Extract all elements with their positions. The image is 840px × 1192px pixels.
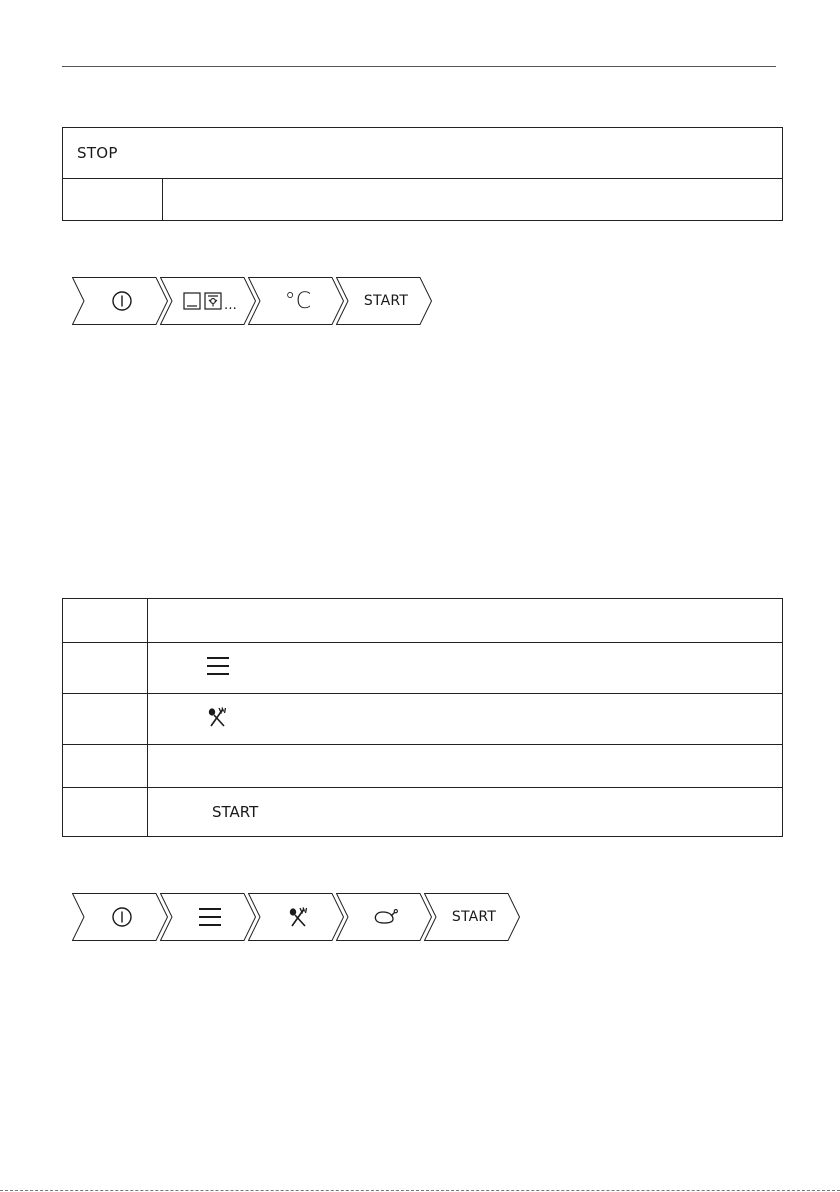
celsius-label: °C — [284, 288, 312, 314]
start-label: START — [451, 909, 497, 925]
sequence-1 — [72, 277, 442, 327]
seq2-step-power — [72, 893, 168, 941]
steps-table-row — [63, 694, 783, 745]
ellipsis-text: ... — [224, 297, 237, 313]
stop-table-header-row — [63, 128, 783, 179]
menu-icon — [206, 656, 230, 676]
seq2-step-start — [424, 893, 520, 941]
stop-table-row-step — [63, 179, 163, 221]
steps-row-5-step — [63, 788, 148, 837]
steps-table — [62, 598, 783, 837]
seq2-step-roast — [336, 893, 432, 941]
steps-row-2-step — [63, 643, 148, 694]
power-icon — [111, 290, 133, 312]
steps-row-2-text — [148, 643, 783, 694]
seq2-step-menu — [160, 893, 256, 941]
stop-label: STOP — [63, 128, 783, 179]
power-icon — [111, 906, 133, 928]
cutlery-icon — [287, 907, 309, 927]
menu-icon — [198, 907, 222, 927]
steps-row-5-text: START — [148, 788, 783, 837]
steps-table-row — [63, 788, 783, 837]
oven-function-icons — [183, 291, 223, 311]
page-bottom-dashed-rule — [0, 1190, 840, 1191]
stop-table-row — [63, 179, 783, 221]
steps-row-3-step — [63, 694, 148, 745]
seq1-step-start — [336, 277, 432, 325]
steps-row-4-step — [63, 745, 148, 788]
steps-row-4-text — [148, 745, 783, 788]
steps-table-row — [63, 599, 783, 643]
steps-row-1-step — [63, 599, 148, 643]
start-label: START — [363, 293, 409, 309]
steps-table-row — [63, 745, 783, 788]
header-rule — [62, 66, 776, 67]
seq1-step-power — [72, 277, 168, 325]
steps-row-1-text — [148, 599, 783, 643]
cutlery-icon — [206, 707, 228, 727]
stop-table — [62, 127, 783, 221]
stop-table-row-text — [163, 179, 783, 221]
seq1-step-temperature — [248, 277, 344, 325]
seq1-step-function — [160, 277, 256, 325]
sequence-2 — [72, 893, 532, 943]
steps-table-row — [63, 643, 783, 694]
steps-row-3-text — [148, 694, 783, 745]
roast-icon — [373, 908, 399, 926]
seq2-step-cutlery — [248, 893, 344, 941]
